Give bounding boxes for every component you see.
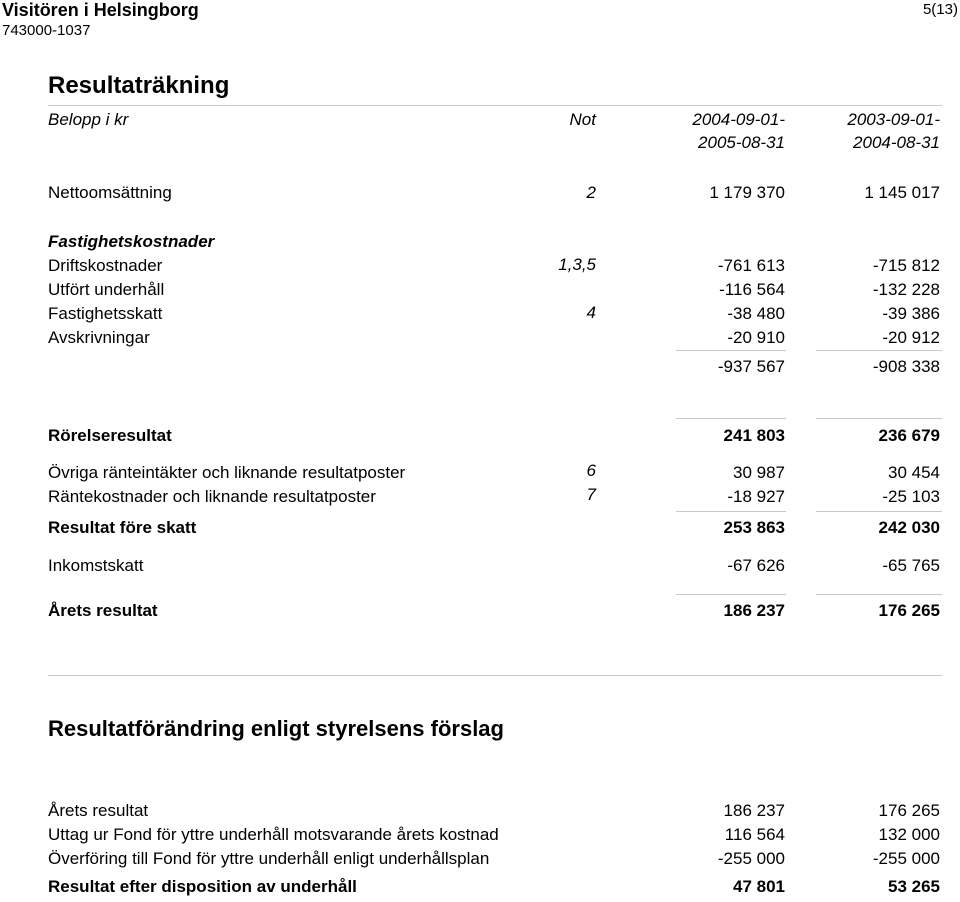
row-current-operating-result: 241 803 xyxy=(723,426,785,445)
net-result-divider-prior xyxy=(816,594,942,595)
proposal-row-label: Överföring till Fond för yttre underhåll enligt underhållsplan xyxy=(48,849,490,868)
row-current-depreciation: -20 910 xyxy=(727,328,785,347)
row-current-operating-costs: -761 613 xyxy=(717,256,785,275)
row-prior-operating-result: 236 679 xyxy=(878,426,940,445)
proposal-row-current: -255 000 xyxy=(717,849,785,868)
column-header-prior-line2: 2004-08-31 xyxy=(853,133,940,152)
subtotal-current-property-costs: -937 567 xyxy=(717,357,785,376)
proposal-row-prior: 176 265 xyxy=(878,801,940,820)
section-heading-property-costs: Fastighetskostnader xyxy=(48,232,215,251)
row-current-maintenance: -116 564 xyxy=(719,280,785,299)
subtotal-divider-current xyxy=(676,350,786,351)
column-header-current-line1: 2004-09-01- xyxy=(692,110,785,129)
pretax-divider-current xyxy=(676,511,786,512)
row-prior-netsales: 1 145 017 xyxy=(864,183,940,202)
proposal-title: Resultatförändring enligt styrelsens förslag xyxy=(48,716,504,741)
row-label-operating-costs: Driftskostnader xyxy=(48,256,163,275)
organization-name: Visitören i Helsingborg xyxy=(2,0,199,20)
row-prior-maintenance: -132 228 xyxy=(872,280,940,299)
row-prior-interest-expense: -25 103 xyxy=(882,487,940,506)
row-prior-result-before-tax: 242 030 xyxy=(878,518,940,537)
proposal-row-prior: 132 000 xyxy=(878,825,940,844)
row-note-interest-expense: 7 xyxy=(586,485,596,504)
subtotal-prior-property-costs: -908 338 xyxy=(872,357,940,376)
row-current-netsales: 1 179 370 xyxy=(709,183,785,202)
row-label-netsales: Nettoomsättning xyxy=(48,183,172,202)
proposal-row-label: Uttag ur Fond för yttre underhåll motsvarande årets kostnad xyxy=(48,825,499,844)
row-prior-interest-income: 30 454 xyxy=(888,463,940,482)
row-note-interest-income: 6 xyxy=(586,461,596,480)
statement-title: Resultaträkning xyxy=(48,72,230,99)
proposal-total-current: 47 801 xyxy=(733,877,785,896)
row-label-maintenance: Utfört underhåll xyxy=(48,280,165,299)
row-current-property-tax: -38 480 xyxy=(727,304,785,323)
row-prior-property-tax: -39 386 xyxy=(882,304,940,323)
row-label-operating-result: Rörelseresultat xyxy=(48,426,172,445)
column-header-current-line2: 2005-08-31 xyxy=(698,133,785,152)
subtotal-divider-prior xyxy=(816,350,942,351)
pretax-divider-prior xyxy=(816,511,942,512)
organization-number: 743000-1037 xyxy=(2,22,91,39)
proposal-total-label: Resultat efter disposition av underhåll xyxy=(48,877,357,896)
column-header-note: Not xyxy=(569,110,596,129)
row-label-interest-income: Övriga ränteintäkter och liknande resultatposter xyxy=(48,463,406,482)
title-divider xyxy=(48,105,942,106)
row-current-interest-expense: -18 927 xyxy=(727,487,785,506)
row-prior-operating-costs: -715 812 xyxy=(872,256,940,275)
proposal-row-current: 186 237 xyxy=(723,801,785,820)
row-label-net-result: Årets resultat xyxy=(48,601,158,620)
row-current-interest-income: 30 987 xyxy=(733,463,785,482)
row-label-property-tax: Fastighetsskatt xyxy=(48,304,163,323)
row-label-result-before-tax: Resultat före skatt xyxy=(48,518,197,537)
proposal-row-label: Årets resultat xyxy=(48,801,149,820)
section-divider xyxy=(48,675,942,676)
proposal-row-prior: -255 000 xyxy=(872,849,940,868)
net-result-divider-current xyxy=(676,594,786,595)
column-header-prior-line1: 2003-09-01- xyxy=(847,110,940,129)
row-label-interest-expense: Räntekostnader och liknande resultatposter xyxy=(48,487,376,506)
operating-result-divider-current xyxy=(676,418,786,419)
row-note-property-tax: 4 xyxy=(586,303,596,322)
row-current-income-tax: -67 626 xyxy=(727,556,785,575)
column-header-amount: Belopp i kr xyxy=(48,110,129,129)
operating-result-divider-prior xyxy=(816,418,942,419)
row-current-net-result: 186 237 xyxy=(723,601,785,620)
row-note-netsales: 2 xyxy=(586,183,596,202)
row-prior-net-result: 176 265 xyxy=(878,601,940,620)
proposal-row-current: 116 564 xyxy=(724,825,785,844)
row-current-result-before-tax: 253 863 xyxy=(723,518,785,537)
row-label-depreciation: Avskrivningar xyxy=(48,328,150,347)
row-label-income-tax: Inkomstskatt xyxy=(48,556,144,575)
row-note-operating-costs: 1,3,5 xyxy=(558,255,596,274)
page-number: 5(13) xyxy=(922,1,958,18)
row-prior-income-tax: -65 765 xyxy=(882,556,940,575)
row-prior-depreciation: -20 912 xyxy=(882,328,940,347)
proposal-total-prior: 53 265 xyxy=(888,877,940,896)
